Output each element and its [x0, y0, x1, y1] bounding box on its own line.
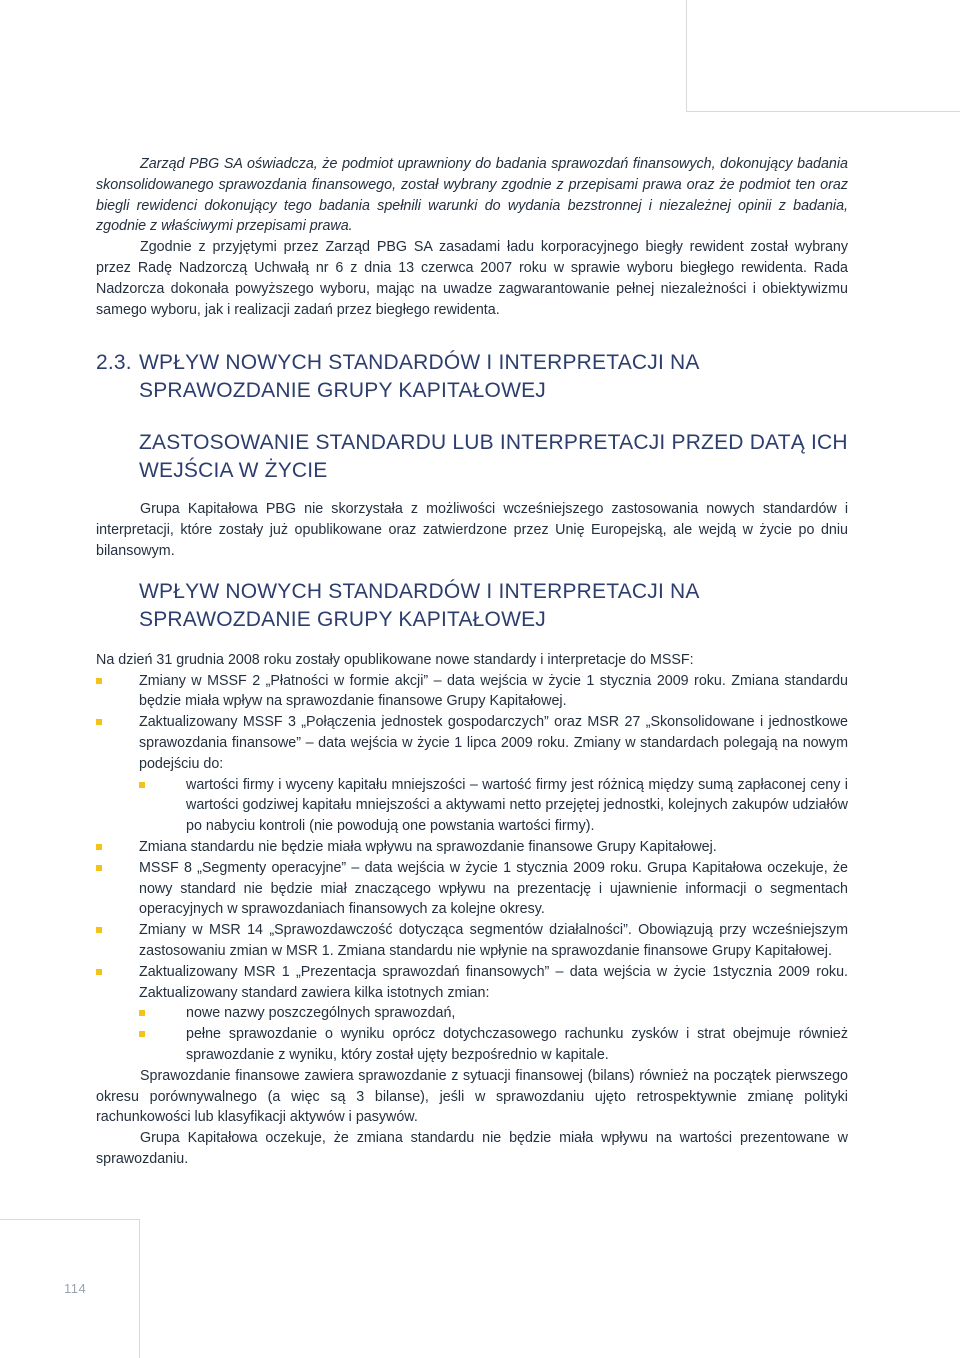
- list-item: Zmiany w MSR 14 „Sprawozdawczość dotycząca segmentów działalności”. Obowiązują przy wcześniejszym zastosowaniu zmian w MSR 1. Zmiana standardu nie wpłynie na sprawozdanie finansowe Grupy Kapitałowej.: [96, 920, 848, 962]
- page-content: [96, 154, 848, 1170]
- top-right-frame: [686, 0, 960, 112]
- list-item: Zmiana standardu nie będzie miała wpływu na sprawozdanie finansowe Grupy Kapitałowej.: [96, 837, 848, 858]
- bullet-icon: [96, 844, 102, 850]
- impact-lead-paragraph: Na dzień 31 grudnia 2008 roku zostały opublikowane nowe standardy i interpretacje do MSSF:: [96, 651, 694, 668]
- subsection-title-impact: WPŁYW NOWYCH STANDARDÓW I INTERPRETACJI NA SPRAWOZDANIE GRUPY KAPITAŁOWEJ: [139, 579, 699, 631]
- bullet-icon: [96, 969, 102, 975]
- subsection-title-early-adoption: ZASTOSOWANIE STANDARDU LUB INTERPRETACJI PRZED DATĄ ICH WEJŚCIA W ŻYCIE: [139, 431, 848, 483]
- closing-paragraph-2: Grupa Kapitałowa oczekuje, że zmiana standardu nie będzie miała wpływu na wartości prezentowane w sprawozdaniu.: [96, 1130, 848, 1167]
- bullet-icon: [96, 678, 102, 684]
- bullet-icon: [96, 719, 102, 725]
- bullet-icon: [139, 1031, 145, 1037]
- sub-list-item: wartości firmy i wyceny kapitału mniejszości – wartość firmy jest różnicą między sumą zapłaconej ceny i wartości godziwej kapitału mniejszości a aktywami netto przejętej jednostki, kolejnych zakupów udziałów po nabyciu kontroli (nie powodują one powstania wartości firmy).: [96, 775, 848, 837]
- bullet-icon: [139, 782, 145, 788]
- bullet-icon: [96, 927, 102, 933]
- sub-list-item: pełne sprawozdanie o wyniku oprócz dotychczasowego rachunku zysków i strat obejmuje również sprawozdanie z wyniku, który został ujęty bezpośrednio w kapitale.: [96, 1024, 848, 1066]
- section-number: 2.3.: [96, 351, 132, 375]
- bullet-icon: [96, 865, 102, 871]
- early-adoption-paragraph: Grupa Kapitałowa PBG nie skorzystała z możliwości wcześniejszego zastosowania nowych standardów i interpretacji, które zostały już opublikowane oraz zatwierdzone przez Unię Europejską, ale wejdą w życie po dniu bilansowym.: [96, 501, 848, 559]
- sub-list-item: nowe nazwy poszczególnych sprawozdań,: [96, 1003, 848, 1024]
- list-item: MSSF 8 „Segmenty operacyjne” – data wejścia w życie 1 stycznia 2009 roku. Grupa Kapitałowa oczekuje, że nowy standard nie będzie miał znaczącego wpływu na prezentację i ujawnienie informacji o segmentach operacyjnych w sprawozdaniach finansowych za kolejne okresy.: [96, 858, 848, 920]
- page-number: 114: [64, 1281, 87, 1296]
- bullet-icon: [139, 1010, 145, 1016]
- intro-paragraph-2: Zgodnie z przyjętymi przez Zarząd PBG SA zasadami ładu korporacyjnego biegły rewident został wybrany przez Radę Nadzorczą Uchwałą nr 6 z dnia 13 czerwca 2007 roku w sprawie wyboru biegłego rewidenta. Rada Nadzorcza dokonała powyższego wyboru, mając na uwadze zagwarantowanie pełnej niezależności i obiektywizmu samego wyboru, jak i realizacji zadań przez biegłego rewidenta.: [96, 239, 848, 318]
- list-item: Zaktualizowany MSSF 3 „Połączenia jednostek gospodarczych” oraz MSR 27 „Skonsolidowane i jednostkowe sprawozdania finansowe” – data wejścia w życie 1 lipca 2009 roku. Zmiany w standardach polegają na nowym podejściu do:: [96, 712, 848, 774]
- standards-list: [96, 671, 848, 1066]
- intro-paragraph-1: Zarząd PBG SA oświadcza, że podmiot uprawniony do badania sprawozdań finansowych, dokonujący badania skonsolidowanego sprawozdania finansowego, został wybrany zgodnie z przepisami prawa oraz że podmiot ten oraz biegli rewidenci dokonujący tego badania spełnili warunki do wydania bezstronnej i niezależnej opinii z badania, zgodnie z właściwymi przepisami prawa.: [96, 156, 848, 235]
- list-item: Zaktualizowany MSR 1 „Prezentacja sprawozdań finansowych” – data wejścia w życie 1stycznia 2009 roku. Zaktualizowany standard zawiera kilka istotnych zmian:: [96, 962, 848, 1004]
- closing-paragraph-1: Sprawozdanie finansowe zawiera sprawozdanie z sytuacji finansowej (bilans) również na początek pierwszego okresu porównywalnego (a więc są 3 bilanse), jeśli w sprawozdaniu ujęto retrospektywnie zmianę polityki rachunkowości lub klasyfikacji aktywów i pasywów.: [96, 1067, 848, 1126]
- list-item: Zmiany w MSSF 2 „Płatności w formie akcji” – data wejścia w życie 1 stycznia 2009 roku. Zmiana standardu będzie miała wpływ na sprawozdanie finansowe Grupy Kapitałowej.: [96, 671, 848, 713]
- section-title: WPŁYW NOWYCH STANDARDÓW I INTERPRETACJI NA SPRAWOZDANIE GRUPY KAPITAŁOWEJ: [139, 351, 699, 403]
- section-heading: [96, 349, 848, 405]
